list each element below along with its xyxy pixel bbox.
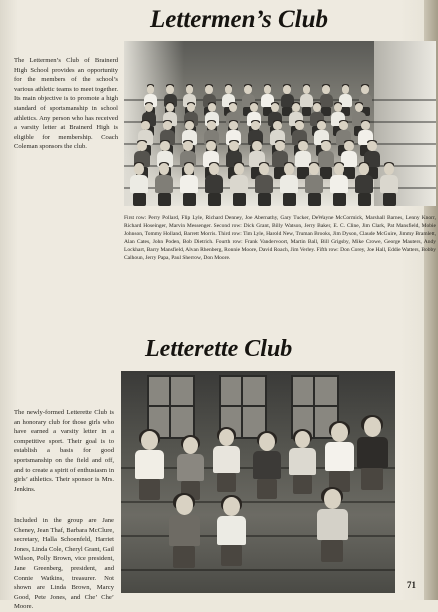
letterette-club-title: Letterette Club: [145, 336, 293, 362]
school-step: [121, 501, 395, 503]
school-step: [121, 569, 395, 571]
lettermen-club-description: The Lettermen’s Club of Brainerd High School provides an opportunity for the members of the school’s various athletic teams to meet together. Its main objective is to promote a high standard of sportsmanship in school athletics. Any person who has received a varsity letter at Brainerd High is eligible for membership. Coach Coleman sponsors the club.: [14, 57, 118, 151]
letterette-club-description: The newly-formed Letterette Club is an honorary club for those girls who have earned a varsity letter in a competitive sport. Their goal is to establish a basis for good sportsmanship on the field and off, and to create a spirit of enthusiasm in girls’ athletics. Their sponsor is Mrs. Jenkins.: [14, 409, 114, 493]
page-number: 71: [407, 580, 416, 590]
letterette-club-photo: [121, 371, 395, 593]
lettermen-club-title: Lettermen’s Club: [150, 6, 329, 33]
lettermen-club-caption: First row: Perry Pollard, Flip Lyle, Richard Denney, Joe Abernathy, Gary Tucker, DeWayne McCormick, Marshall Barnes, Lenny Knorr, Richard Hoseinger, Marvin Messenger. Second row: Dick Grant, Billy Watson, Jerry Baker, E. C. Cline, Jim Clark, Pat Mansfield, Mobie Johnson, Tommy Holland, Barrett Morris. Third row: Tim Lyle, Harold New, Truman Brooks, Jim Dyson, Claude McGuire, Jimmy Bramlett, Alan Cates, John Poden, Bob Dietrich. Fourth row: Frank Vandervoort, Martin Ball, Bill Grigsby, Mike Crowe, George Mauters, Andy Lockhart, Barry Mansfield, Alvan Rhenberg, Ronnie Moore, David Roach, Jim Verley. Fifth row: Don Corey, Joe Hall, Eddie Watters, Bobby Calhoun, Jerry Papa, Paul Sherrow, Don Moore.: [124, 215, 436, 262]
lettermen-club-photo: [124, 41, 436, 206]
school-step: [121, 535, 395, 537]
letterette-club-member-listing: Included in the group are Jane Cheney, Jean Thaf, Barbara McClure, secretary, Halla Schoenfeld, Harriet Jones, Linda Cole, Cheryl Grant, Gail Wilson, Polly Brown, vice president, Jane Greenberg, president, and Connie Watkins, treasurer. Not shown are Linda Brown, Marcy Good, Pete Jones, and Che’ Che’ Moore.: [14, 517, 114, 611]
